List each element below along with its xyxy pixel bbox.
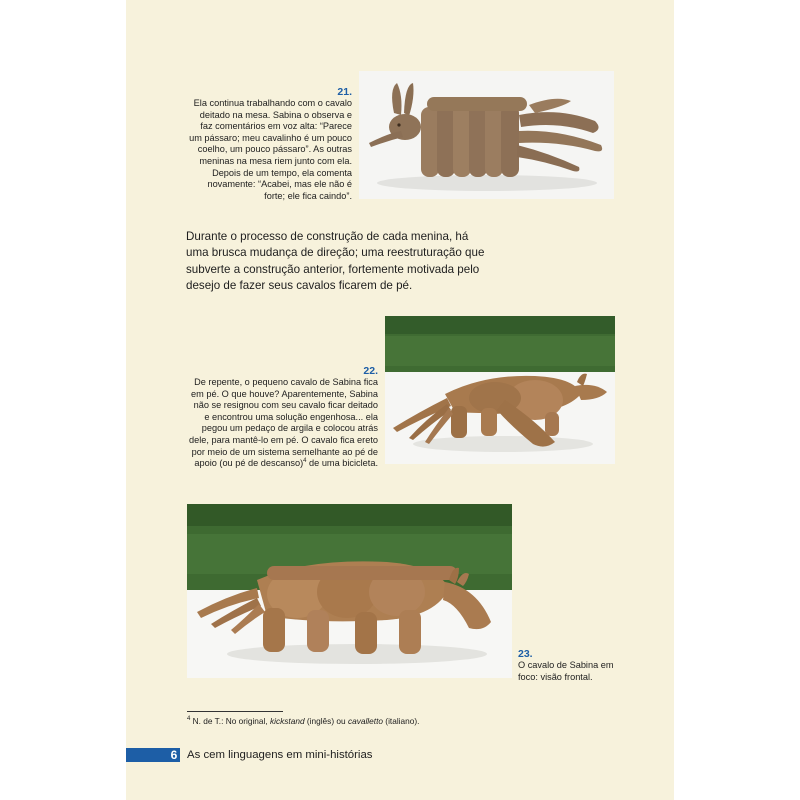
photo-clay-horse-lying [359,71,614,199]
footnote-divider [187,711,283,712]
caption-number: 22. [363,365,378,377]
caption-22 [186,365,378,470]
caption-21 [186,86,352,202]
caption-number: 23. [518,648,533,660]
photo-clay-horse-side-view [187,504,512,678]
caption-text: O cavalo de Sabina em foco: visão frontal. [518,660,614,682]
book-title: As cem linguagens em mini-histórias [187,749,373,761]
caption-text: Ela continua trabalhando com o cavalo deitado na mesa. Sabina o observa e faz comentários em voz alta: “Parece um pássaro; meu cavalinho é um pouco coelho, um pouco pássaro”. As outras meninas na mesa riem junto com ela. Depois de um tempo, ela comenta novamente: “Acabei, mas ele não é forte; ele fica caindo”. [189,98,352,201]
footnote-marker: 4 [187,716,191,723]
footnote: $^4$ N. de T.: No original, kickstand (inglês) ou cavalletto (italiano). [187,716,420,726]
page-number: 6 [170,748,178,762]
footnote-ref: 4 [303,458,307,465]
body-paragraph: Durante o processo de construção de cada menina, há uma brusca mudança de direção; uma reestruturação que subverte a construção anterior, fortemente motivada pelo desejo de fazer seus cavalos ficarem de pé. [186,230,485,293]
caption-23 [518,648,618,683]
caption-number: 21. [337,86,352,98]
photo-clay-horse-standing [385,316,615,464]
caption-text: De repente, o pequeno cavalo de Sabina fica em pé. O que houve? Aparentemente, Sabina não se resignou com seu cavalo ficar deitado e encontrou uma solução engenhosa... ela pegou um pedaço de argila e colocou atrás dele, para mantê-lo em pé. O cavalo fica ereto por meio de um sistema semelhante ao pé de apoio (ou pé de descanso)$^4$ de uma bicicleta. [189,377,378,469]
